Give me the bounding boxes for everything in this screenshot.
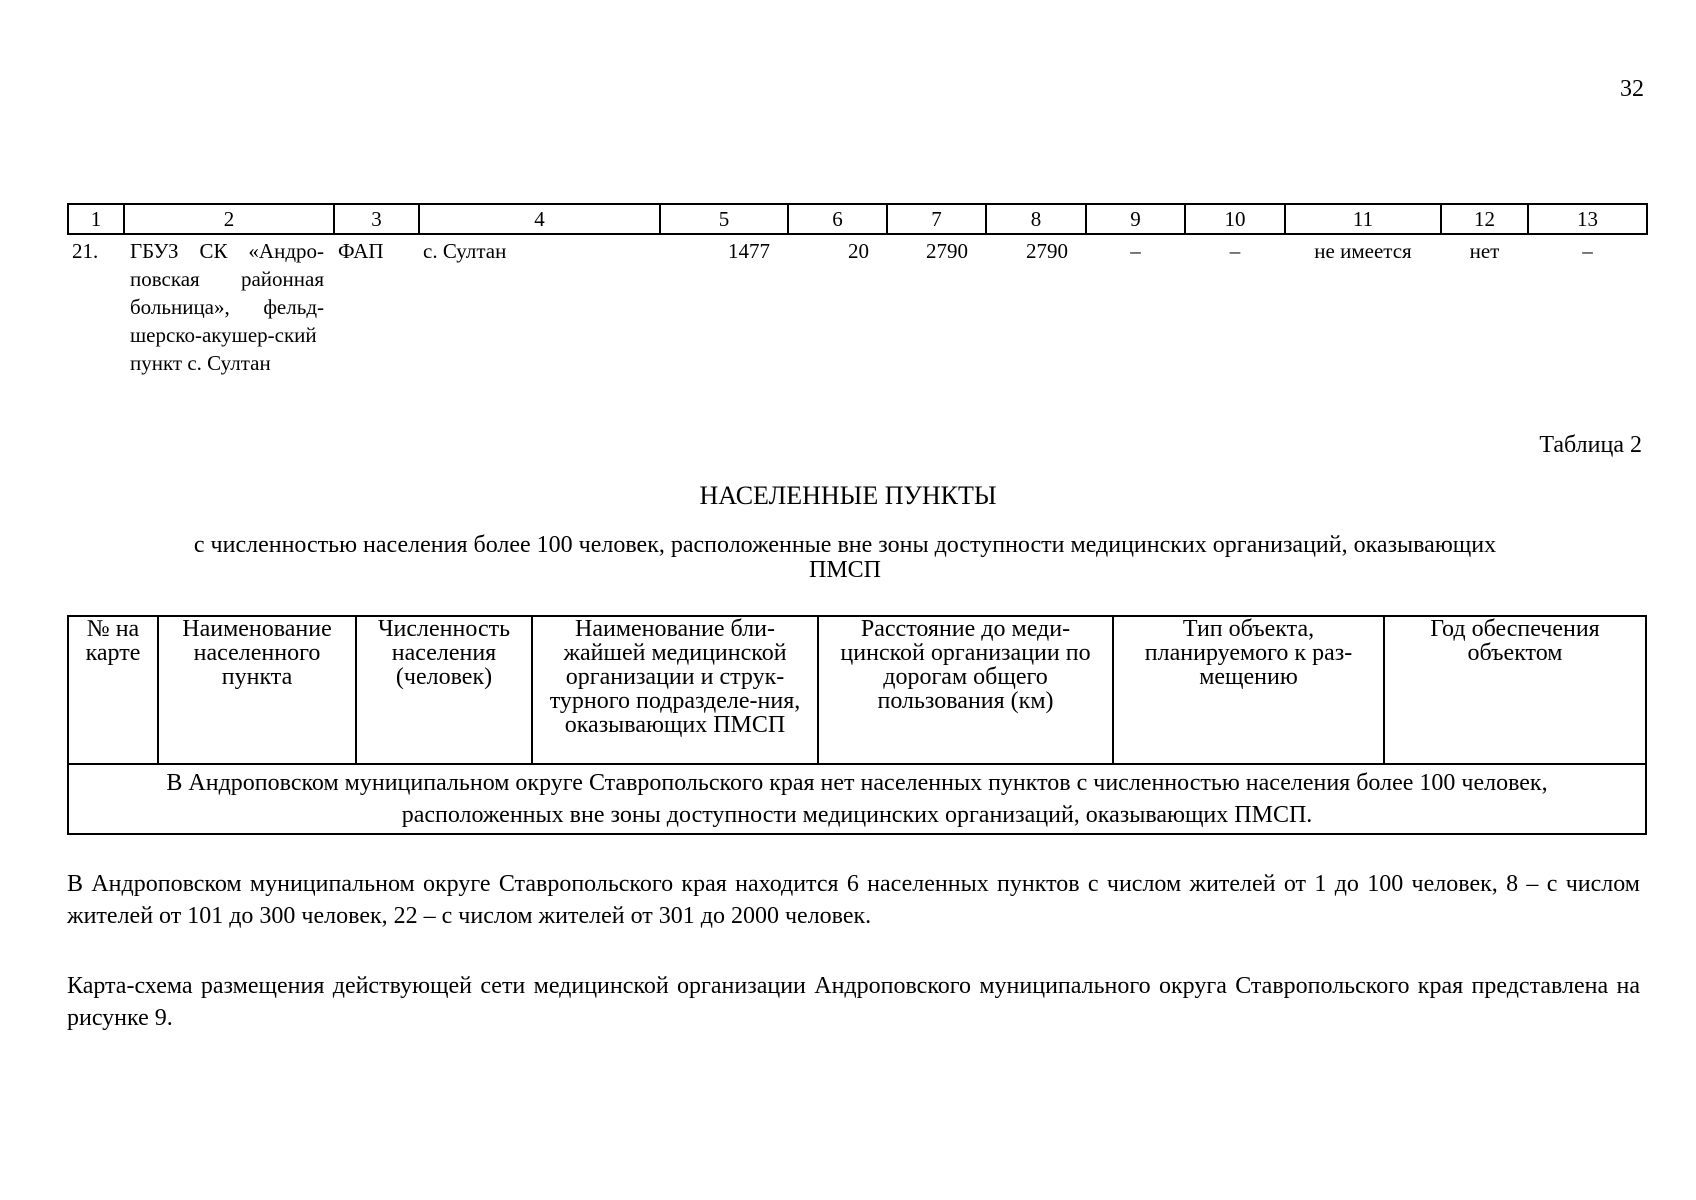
table-row [68,234,1647,377]
settlements-table [67,615,1647,835]
table1-header-cell: 1 [68,204,124,234]
table1-header-cell: 4 [419,204,660,234]
section-title: НАСЕЛЕННЫЕ ПУНКТЫ [699,481,997,510]
body-paragraph: В Андроповском муниципальном округе Ставропольского края находится 6 населенных пунктов с числом жителей от 1 до 100 человек, 8 – с числом жителей от 101 до 300 человек, 22 – с числом жителей от 301 до 2000 человек. [67,871,1640,929]
table-cell: 2790 [1026,239,1068,263]
table1-header-cell: 3 [334,204,419,234]
table-label: Таблица 2 [1539,432,1642,458]
table2-header-cell: № на карте [68,616,158,764]
table-cell: нет [1469,239,1500,263]
table1-header-cell: 11 [1285,204,1441,234]
page-number: 32 [1620,76,1644,102]
table-cell: 1477 [728,239,770,263]
table1-header-cell: 8 [986,204,1086,234]
table2-note: В Андроповском муниципальном округе Ставропольского края нет населенных пунктов с численностью населения более 100 человек, расположенных вне зоны доступности медицинских организаций, оказывающих ПМСП. [68,764,1646,834]
table1-header-cell: 10 [1185,204,1285,234]
table-cell: – [1229,239,1241,263]
table1-header-cell: 9 [1086,204,1185,234]
organization-name: ГБУЗ СК «Андро-повская районная больница», фельд-шерско-акушер-ский пункт с. Султан [130,239,324,375]
facility-type: ФАП [338,239,384,263]
table-cell: не имеется [1314,239,1412,263]
table-cell: 20 [848,239,869,263]
table1-header-cell: 7 [887,204,986,234]
table-row [68,764,1646,834]
table2-header-cell: Расстояние до меди-цинской организации по дорогам общего пользования (км) [818,616,1113,764]
settlement: с. Султан [423,239,507,263]
table2-header-cell: Тип объекта, планируемого к раз-мещению [1113,616,1384,764]
section-subtitle: с численностью населения более 100 человек, расположенные вне зоны доступности медицинских организаций, оказывающих ПМСП [193,532,1497,583]
table2-header-cell: Наименование населенного пункта [158,616,356,764]
table-cell: – [1582,239,1593,263]
table1-header-cell: 12 [1441,204,1528,234]
table1-header-cell: 13 [1528,204,1647,234]
table-cell: 2790 [926,239,968,263]
table1-header-cell: 6 [788,204,887,234]
body-paragraph: Карта-схема размещения действующей сети медицинской организации Андроповского муниципального округа Ставропольского края представлена на рисунке 9. [67,973,1640,1031]
table2-header-cell: Год обеспечения объектом [1384,616,1646,764]
table2-header-cell: Численность населения (человек) [356,616,532,764]
table1-header-row [68,204,1647,234]
row-number: 21. [72,239,99,263]
facility-table-continuation [67,203,1648,377]
table1-header-cell: 5 [660,204,788,234]
table2-header-cell: Наименование бли-жайшей медицинской организации и струк-турного подразделе-ния, оказывающих ПМСП [532,616,818,764]
table2-header-row [68,616,1646,764]
table1-header-cell: 2 [124,204,334,234]
table-cell: – [1130,239,1141,263]
